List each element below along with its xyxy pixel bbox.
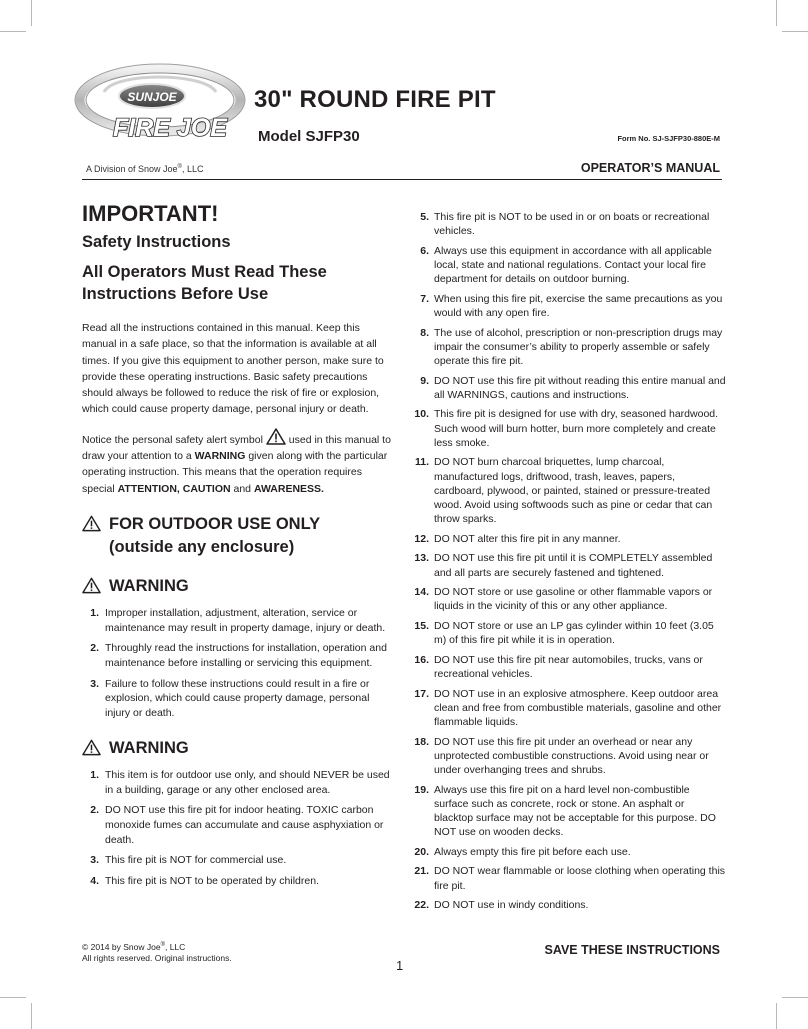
warning-list-1 [82, 606, 392, 721]
division-line: A Division of Snow Joe®, LLC [86, 164, 204, 174]
crop-mark [0, 997, 26, 998]
list-item: 11. DO NOT burn charcoal briquettes, lump charcoal, manufactured logs, driftwood, trash, leaves, papers, cardboard, plywood, or painted, stained or pressure-treated wood. Avoid using softwoods such as pine or cedar that can throw sparks. [414, 456, 713, 526]
warning-list-2 [82, 768, 392, 889]
logo-top-text: SUNJOE [127, 90, 177, 104]
safety-alert-icon [82, 515, 101, 532]
crop-mark [776, 1003, 777, 1029]
list-item: 22. DO NOT use in windy conditions. [414, 899, 589, 912]
list-item: 16. DO NOT use this fire pit near automobiles, trucks, vans or recreational vehicles. [414, 653, 703, 680]
must-read-heading: All Operators Must Read These Instructions Before Use [82, 263, 327, 303]
important-heading: IMPORTANT! [82, 201, 219, 226]
list-item: 7. When using this fire pit, exercise the same precautions as you would with any open fire. [420, 292, 723, 319]
list-item: 4. This fire pit is NOT to be operated by children. [90, 875, 319, 888]
page-number: 1 [396, 958, 404, 973]
warning-heading-1: WARNING [82, 575, 392, 598]
list-item: 6. Always use this equipment in accordance with all applicable local, state and national regulations. Contact your local fire department for details on outdoor burning. [420, 244, 712, 286]
form-number: Form No. SJ-SJFP30-880E-M [617, 134, 720, 143]
crop-mark [776, 0, 777, 26]
list-item: 1. Improper installation, adjustment, alteration, service or maintenance may result in property damage, injury or death. [90, 606, 386, 634]
list-item: 15. DO NOT store or use an LP gas cylinder within 10 feet (3.05 m) of this fire pit while it is in operation. [414, 619, 714, 647]
list-item: 3. This fire pit is NOT for commercial use. [90, 854, 287, 867]
copyright-notice: © 2014 by Snow Joe®, LLC All rights reserved. Original instructions. [82, 941, 232, 963]
list-item: 2. DO NOT use this fire pit for indoor heating. TOXIC carbon monoxide fumes can accumulate and cause asphyxiation or death. [90, 804, 384, 846]
intro-paragraph: Read all the instructions contained in this manual. Keep this manual in a safe place, so that the information is available at all times. If you give this equipment to another person, make sure to provide these operating instructions. Basic safety precautions should always be followed to reduce the risk of fire or explosion, which could cause property damage, personal injury or death. [82, 322, 384, 416]
list-item: 21. DO NOT wear flammable or loose clothing when operating this fire pit. [414, 865, 726, 892]
list-item: 12. DO NOT alter this fire pit in any manner. [414, 532, 621, 545]
list-item: 14. DO NOT store or use gasoline or other flammable vapors or liquids in the vicinity of this or any other appliance. [414, 586, 713, 613]
save-instructions-label: SAVE THESE INSTRUCTIONS [544, 943, 720, 957]
list-item: 9. DO NOT use this fire pit without reading this entire manual and all WARNINGS, cautions and instructions. [420, 374, 726, 401]
safety-rules-list [414, 210, 726, 912]
header-divider [82, 179, 722, 180]
list-item: 3. Failure to follow these instructions could result in a fire or explosion, which could cause property damage, personal injury or death. [90, 677, 370, 720]
list-item: 17. DO NOT use in an explosive atmosphere. Keep outdoor area clean and free from combustible materials, gasoline and other flammable liquids. [414, 687, 722, 728]
list-item: 1. This item is for outdoor use only, and should NEVER be used in a building, garage or any other enclosed area. [90, 768, 390, 796]
list-item: 19. Always use this fire pit on a hard level non-combustible surface such as concrete, rock or stone. An asphalt or blacktop surface may not be acceptable for this purpose. DO NOT use on wooden decks. [414, 783, 716, 839]
list-item: 8. The use of alcohol, prescription or non-prescription drugs may impair the consumer’s ability to properly assemble or safely operate this fire pit. [420, 326, 723, 367]
list-item: 2. Throughly read the instructions for installation, operation and maintenance before installing or servicing this equipment. [90, 642, 387, 670]
logo-bottom-text: FIRE JOE [113, 114, 227, 142]
right-column [414, 210, 726, 918]
crop-mark [31, 1003, 32, 1029]
safety-alert-icon [266, 428, 286, 445]
safety-alert-icon [82, 739, 101, 756]
list-item: 18. DO NOT use this fire pit under an overhead or near any unprotected combustible constructions. Avoid using near or under overhanging trees and shrubs. [414, 735, 709, 776]
document-title: 30" ROUND FIRE PIT [254, 86, 496, 113]
crop-mark [782, 31, 808, 32]
outdoor-use-heading: FOR OUTDOOR USE ONLY (outside any enclosure) [82, 513, 392, 559]
crop-mark [31, 0, 32, 26]
list-item: 5. This fire pit is NOT to be used in or on boats or recreational vehicles. [420, 211, 710, 238]
manual-label: OPERATOR’S MANUAL [580, 161, 720, 175]
crop-mark [782, 997, 808, 998]
model-number: Model SJFP30 [258, 128, 360, 145]
alert-symbol-paragraph: Notice the personal safety alert symbol used in this manual to draw your attention to a WARNING given along with the particular operating instruction. This means that the operation requires special ATTENTION, CAUTION and AWARENESS. [82, 428, 392, 497]
crop-mark [0, 31, 26, 32]
list-item: 10. This fire pit is designed for use with dry, seasoned hardwood. Such wood will burn hotter, burn more completely and create less smoke. [414, 408, 719, 449]
left-column [82, 200, 392, 895]
safety-instructions-heading: Safety Instructions [82, 233, 231, 251]
safety-alert-icon [82, 577, 101, 594]
warning-heading-2: WARNING [82, 737, 392, 760]
list-item: 20. Always empty this fire pit before each use. [414, 845, 631, 858]
sunjoe-fire-joe-logo [74, 56, 250, 156]
list-item: 13. DO NOT use this fire pit until it is COMPLETELY assembled and all parts are securely fastened and tightened. [414, 552, 713, 579]
